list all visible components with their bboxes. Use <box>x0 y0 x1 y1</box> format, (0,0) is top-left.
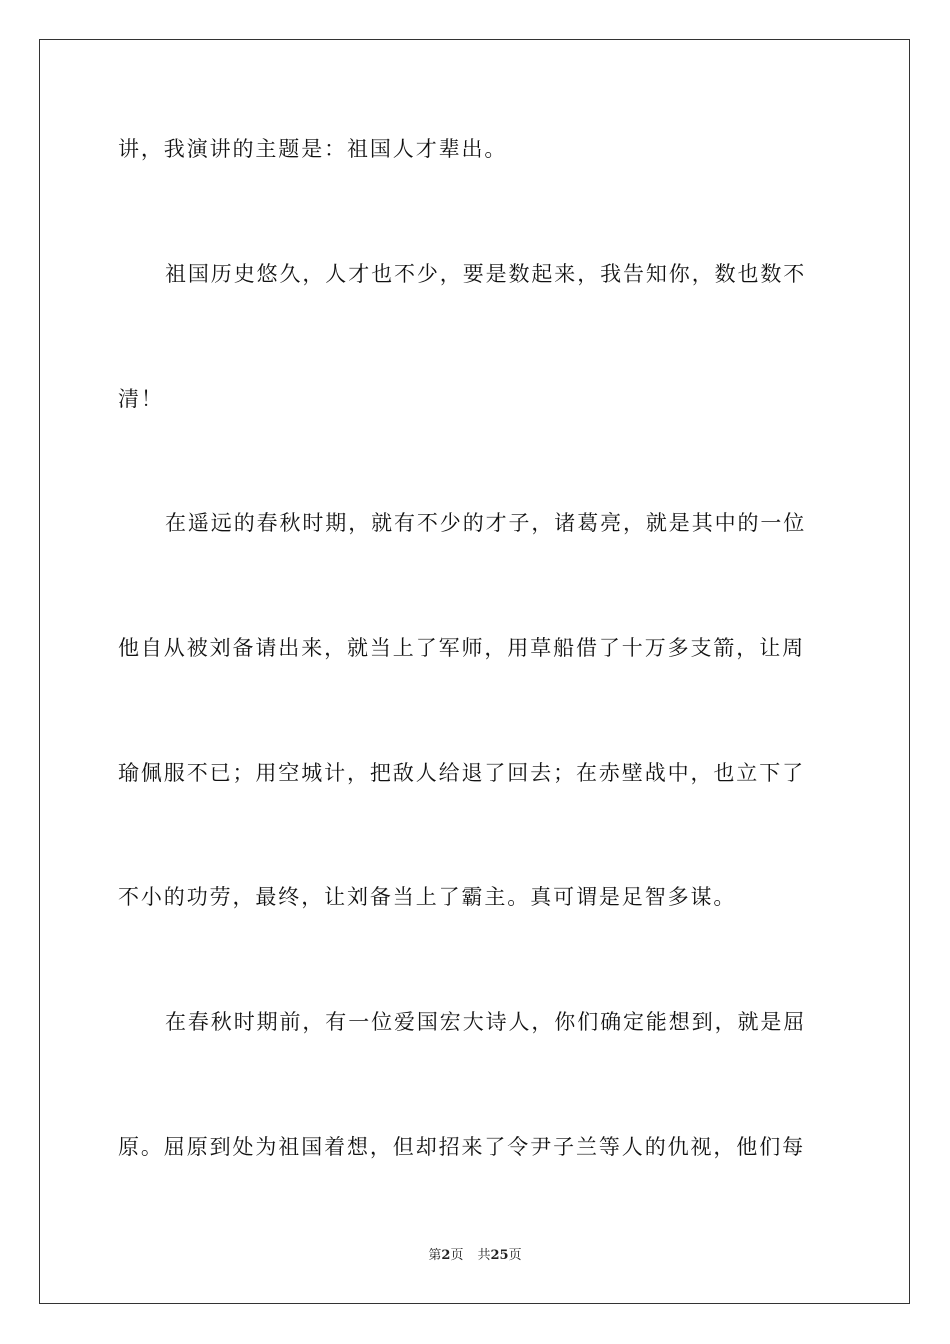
total-suffix: 页 <box>508 1248 522 1263</box>
text-line: 他自从被刘备请出来，就当上了军师，用草船借了十万多支箭，让周 <box>118 636 805 660</box>
text-line: 在春秋时期前，有一位爱国宏大诗人，你们确定能想到，就是屈 <box>165 1010 807 1034</box>
text-line: 清！ <box>118 387 164 411</box>
page-suffix: 页 <box>450 1248 464 1263</box>
page-border <box>39 39 910 1304</box>
text-line: 不小的功劳，最终，让刘备当上了霸主。真可谓是足智多谋。 <box>118 885 737 909</box>
total-prefix: 共 <box>477 1248 491 1263</box>
total-pages: 25 <box>490 1248 509 1263</box>
text-line: 原。屈原到处为祖国着想，但却招来了令尹子兰等人的仇视，他们每 <box>118 1135 805 1159</box>
page-prefix: 第 <box>428 1248 442 1263</box>
text-line: 讲，我演讲的主题是：祖国人才辈出。 <box>118 137 508 161</box>
text-line: 在遥远的春秋时期，就有不少的才子，诸葛亮，就是其中的一位 <box>165 511 807 535</box>
page-number: 2 <box>441 1248 451 1263</box>
text-line: 祖国历史悠久，人才也不少，要是数起来，我告知你，数也数不 <box>165 262 807 286</box>
text-line: 瑜佩服不已；用空城计，把敌人给退了回去；在赤壁战中，也立下了 <box>118 761 805 785</box>
page-footer <box>0 1248 950 1264</box>
